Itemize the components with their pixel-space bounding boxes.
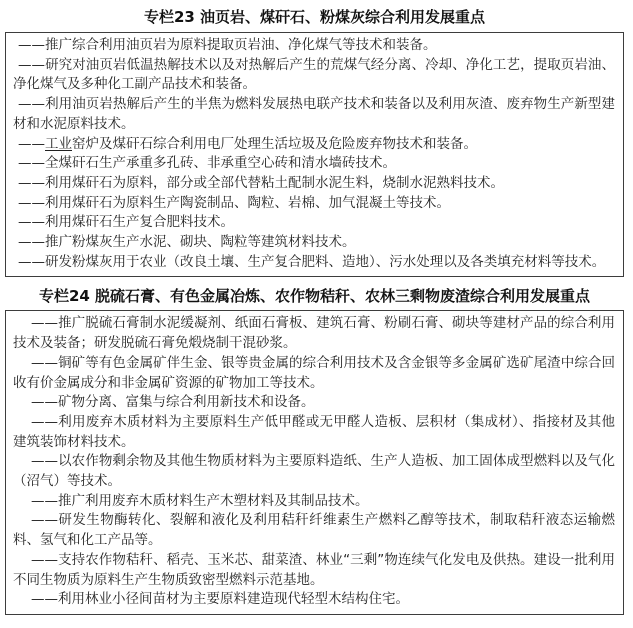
list-item (13, 452, 615, 491)
item-dash: —— (18, 155, 45, 172)
item-dash: —— (31, 315, 58, 332)
list-item (13, 492, 615, 512)
list-item (13, 174, 615, 194)
item-text: 推广脱硫石膏制水泥缓凝剂、纸面石膏板、建筑石膏、粉刷石膏、砌块等建材产品的综合利用技术及装备；研发脱硫石膏免煅烧制干混砂浆。 (13, 315, 615, 352)
item-dash: —— (31, 551, 58, 568)
item-dash: —— (18, 96, 45, 113)
item-dash: —— (31, 413, 58, 430)
item-underlined-text: 工业 (45, 135, 72, 152)
item-text: 推广粉煤灰生产水泥、砌块、陶粒等建筑材料技术。 (45, 234, 356, 251)
item-dash: —— (31, 512, 58, 529)
item-text: 推广利用废弃木质材料生产木塑材料及其制品技术。 (58, 492, 369, 509)
list-item (13, 413, 615, 452)
item-dash: —— (18, 214, 45, 231)
list-item (13, 36, 615, 56)
list-item (13, 56, 615, 95)
item-dash: —— (18, 253, 45, 270)
list-item (13, 314, 615, 353)
item-text: 全煤矸石生产承重多孔砖、非承重空心砖和清水墙砖技术。 (45, 155, 396, 172)
list-item (13, 511, 615, 550)
item-dash: —— (31, 453, 58, 470)
item-dash: —— (31, 591, 58, 608)
list-item (13, 154, 615, 174)
item-dash: —— (18, 174, 45, 191)
list-item (13, 233, 615, 253)
item-dash: —— (18, 234, 45, 251)
item-text: 推广综合利用油页岩为原料提取页岩油、净化煤气等技术和装备。 (45, 37, 437, 53)
item-dash: —— (18, 37, 45, 53)
item-text: 研发生物酶转化、裂解和液化及利用秸秆纤维素生产燃料乙醇等技术，制取秸秆液态运输燃料、氢气和化工产品等。 (13, 512, 615, 549)
item-text: 研究对油页岩低温热解技术以及对热解后产生的荒煤气经分离、冷却、净化工艺，提取页岩油、净化煤气及多种化工副产品技术和装备。 (13, 56, 615, 93)
item-dash: —— (18, 135, 45, 152)
item-text: 铜矿等有色金属矿伴生金、银等贵金属的综合利用技术及含金银等多金属矿选矿尾渣中综合回收有价金属成分和非金属矿资源的矿物加工等技术。 (13, 354, 615, 391)
list-item (13, 213, 615, 233)
item-dash: —— (31, 354, 58, 371)
box23-panel (5, 32, 624, 277)
item-dash: —— (31, 492, 58, 509)
item-text: 以农作物剩余物及其他生物质材料为主要原料造纸、生产人造板、加工固体成型燃料以及气化（沼气）等技术。 (13, 453, 615, 490)
item-text: 利用煤矸石为原料生产陶瓷制品、陶粒、岩棉、加气混凝土等技术。 (45, 194, 450, 211)
item-text: 窑炉及煤矸石综合利用电厂处理生活垃圾及危险废弃物技术和装备。 (72, 135, 477, 152)
list-item (13, 354, 615, 393)
list-item (13, 135, 615, 155)
list-item (13, 590, 615, 610)
item-text: 矿物分离、富集与综合利用新技术和设备。 (58, 394, 315, 411)
item-dash: —— (18, 194, 45, 211)
item-dash: —— (18, 56, 45, 73)
item-text: 利用煤矸石为原料，部分或全部代替粘土配制水泥生料，烧制水泥熟料技术。 (45, 174, 504, 191)
item-dash: —— (31, 394, 58, 411)
item-text: 利用废弃木质材料为主要原料生产低甲醛或无甲醛人造板、层积材（集成材）、指接材及其他建筑装饰材料技术。 (13, 413, 615, 450)
box23-title: 专栏23 油页岩、煤矸石、粉煤灰综合利用发展重点 (143, 8, 486, 26)
item-text: 利用林业小径间苗材为主要原料建造现代轻型木结构住宅。 (58, 591, 409, 608)
item-text: 利用煤矸石生产复合肥料技术。 (45, 214, 234, 231)
box24-title: 专栏24 脱硫石膏、有色金属冶炼、农作物秸秆、农林三剩物废渣综合利用发展重点 (38, 287, 591, 306)
list-item (13, 551, 615, 590)
list-item (13, 95, 615, 134)
item-text: 利用油页岩热解后产生的半焦为燃料发展热电联产技术和装备以及利用灰渣、废弃物生产新型建材和水泥原料技术。 (13, 96, 615, 132)
list-item (13, 194, 615, 214)
list-item (13, 393, 615, 413)
item-text: 支持农作物秸秆、稻壳、玉米芯、甜菜渣、林业“三剩”物连续气化发电及供热。建设一批利用不同生物质为原料生产生物质致密型燃料示范基地。 (13, 551, 615, 588)
list-item (13, 253, 615, 273)
box24-panel (5, 310, 624, 615)
item-text: 研发粉煤灰用于农业（改良土壤、生产复合肥料、造地）、污水处理以及各类填充材料等技术。 (45, 253, 606, 270)
